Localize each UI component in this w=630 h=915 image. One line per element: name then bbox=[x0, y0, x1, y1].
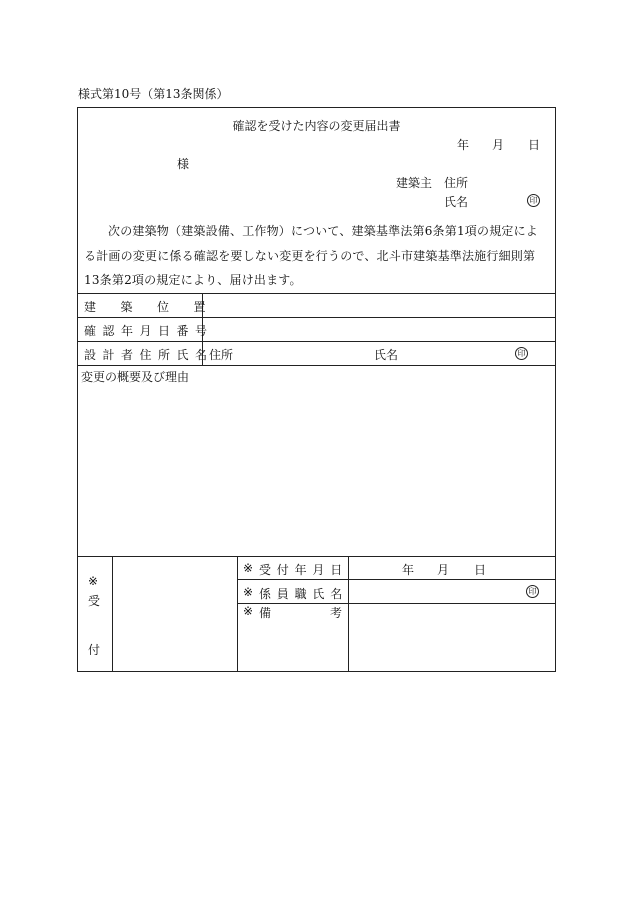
reception-stamp-area[interactable] bbox=[113, 557, 236, 671]
form-number: 様式第10号（第13条関係） bbox=[78, 87, 229, 101]
reception-char-2: 付 bbox=[88, 643, 101, 657]
location-label-text: 建築位置 bbox=[84, 300, 231, 314]
declaration-text: 次の建築物（建築設備、工作物）について、建築基準法第6条第1項の規定による計画の変更に係る確認を要しない変更を行うので、北斗市建築基準法施行細則第13条第2項の規定により、届け出ます。 bbox=[84, 224, 538, 287]
received-day-label: 日 bbox=[474, 563, 487, 577]
designer-address-label: 住所 bbox=[209, 348, 234, 362]
reception-mark: ※ bbox=[88, 574, 99, 588]
staff-seal-icon: 印 bbox=[526, 585, 539, 598]
divider bbox=[237, 579, 556, 580]
received-date-mark: ※ bbox=[243, 561, 254, 575]
received-date-label: 受付年月日 bbox=[259, 563, 349, 577]
confirmation-label: 確認年月日番号 bbox=[84, 324, 214, 338]
remarks-field[interactable] bbox=[349, 604, 555, 671]
staff-label: 係員職氏名 bbox=[259, 587, 349, 601]
received-month-label: 月 bbox=[437, 563, 450, 577]
date-day-label: 日 bbox=[528, 138, 541, 152]
applicant-address-label: 住所 bbox=[444, 176, 469, 190]
date-year-label: 年 bbox=[457, 138, 470, 152]
designer-seal-icon: 印 bbox=[515, 347, 528, 360]
change-reason-field[interactable] bbox=[78, 385, 555, 555]
addressee-suffix: 様 bbox=[177, 157, 190, 171]
applicant-seal-icon: 印 bbox=[527, 194, 540, 207]
staff-mark: ※ bbox=[243, 585, 254, 599]
divider bbox=[77, 365, 556, 366]
applicant-role: 建築主 bbox=[396, 176, 433, 190]
confirmation-field[interactable] bbox=[203, 318, 555, 341]
applicant-name-label: 氏名 bbox=[444, 195, 469, 209]
location-label bbox=[84, 298, 231, 315]
change-reason-label: 変更の概要及び理由 bbox=[81, 370, 190, 384]
remarks-label-a: 備 bbox=[259, 606, 272, 620]
designer-name-label: 氏名 bbox=[374, 348, 399, 362]
designer-label: 設計者住所氏名 bbox=[84, 348, 214, 362]
location-field[interactable] bbox=[203, 294, 555, 317]
received-year-label: 年 bbox=[402, 563, 415, 577]
remarks-label-b: 考 bbox=[330, 606, 343, 620]
date-month-label: 月 bbox=[492, 138, 505, 152]
divider bbox=[237, 556, 238, 672]
divider bbox=[77, 341, 556, 342]
form-title: 確認を受けた内容の変更届出書 bbox=[232, 119, 401, 133]
remarks-mark: ※ bbox=[243, 604, 254, 618]
reception-char-1: 受 bbox=[88, 594, 101, 608]
